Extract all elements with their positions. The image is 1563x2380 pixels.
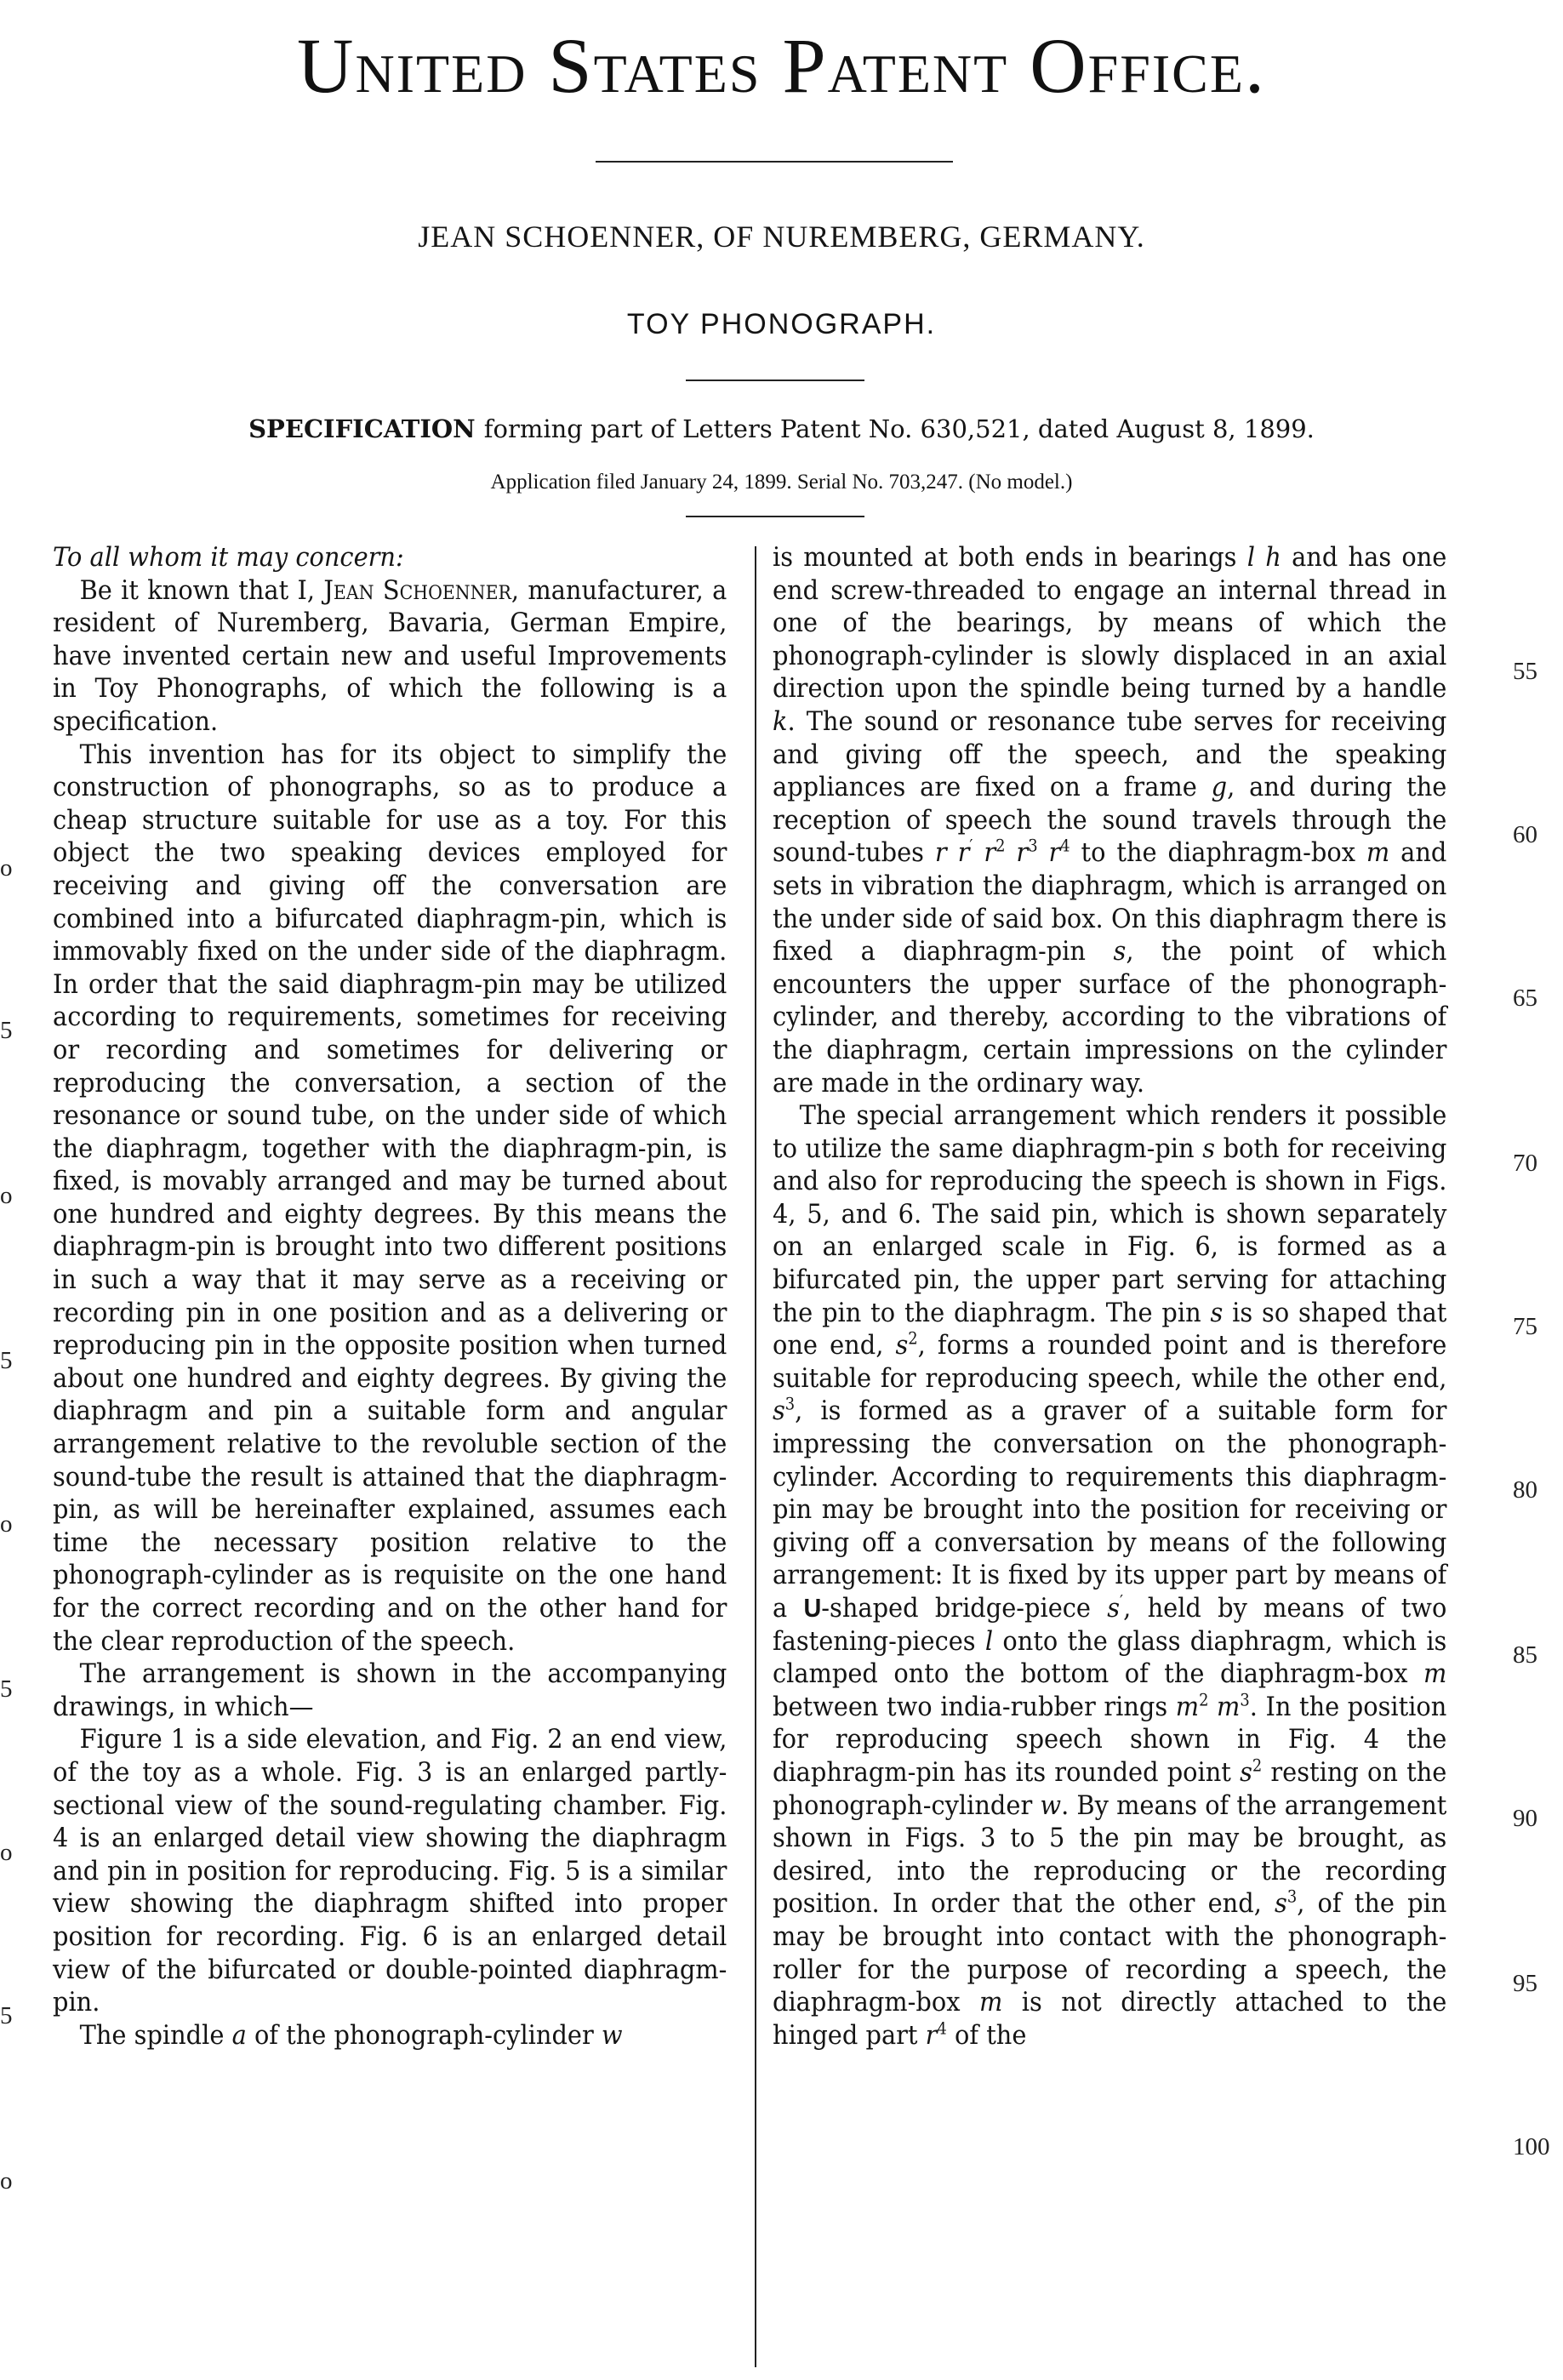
line-number: 100: [1513, 2133, 1550, 2160]
superscript: 2: [995, 836, 1006, 857]
left-paragraph-2: This invention has for its object to simplify the construction of phonographs, so as to produce a cheap structure suitable for use as a toy. For this object the two speaking devices employed for receiving and giving off the conversation are combined into a bifurcated diaphragm-pin, which is immovably fixed on the under side of the diaphragm. In order that the said diaphragm-pin may be utilized according to requirements, sometimes for receiving or recording and sometimes for delivering or reproducing the conversation, a section of the resonance or sound tube, on the under side of which the diaphragm, together with the diaphragm-pin, is fixed, is movably arranged and may be turned about one hundred and eighty degrees. By this means the diaphragm-pin is brought into two different positions in such a way that it may serve as a receiving or recording pin in one position and as a delivering or reproducing pin in the opposite position when turned about one hundred and eighty degrees. By giving the diaphragm and pin a suitable form and angular arrangement relative to the revoluble section of the sound-tube the result is attained that the diaphragm-pin, as will be hereinafter explained, assumes each time the necessary position relative to the phonograph-cylinder as is requisite on the one hand for the correct recording and on the other hand for the clear reproduction of the speech.: [53, 739, 727, 1657]
superscript: ′: [969, 836, 973, 857]
variable: s: [1240, 1756, 1252, 1788]
line-number: 5: [0, 1675, 13, 1703]
inventor-name: Jean Schoenner: [323, 574, 511, 606]
superscript: 4: [1060, 836, 1070, 857]
variable: m: [978, 1987, 1003, 2018]
line-number: 65: [1513, 985, 1537, 1012]
line-number: o: [0, 1182, 13, 1209]
superscript: 3: [784, 1395, 796, 1415]
right-paragraph-1: [773, 541, 1446, 1099]
text-run: is not directly attached to the hinged part: [773, 1987, 1447, 2051]
line-number: 85: [1513, 1641, 1537, 1669]
text-run: of the: [946, 2019, 1027, 2051]
variable: a: [231, 2019, 247, 2051]
line-number: o: [0, 1510, 13, 1538]
line-number: 55: [1513, 658, 1537, 685]
variable: r: [957, 837, 970, 869]
text-run: The special arrangement which renders it possible to utilize the same diaphragm-pin: [773, 1100, 1447, 1164]
serial-number: Serial No. 703,247.: [796, 471, 963, 494]
variable: r: [925, 2019, 938, 2051]
text-run: resting on the phonograph-cylinder: [773, 1756, 1447, 1821]
salutation: To all whom it may concern:: [53, 542, 404, 573]
text-run: , of the pin may be brought into contact with the phonograph-roller for the purpose of recording a speech, the diaphragm-box: [773, 1888, 1447, 2018]
text-run: . The sound or resonance tube serves for receiving and giving off the speech, and the speaking appliances are fixed on a frame: [773, 705, 1447, 803]
title-rule: [596, 161, 953, 163]
left-paragraph-1: [53, 574, 727, 739]
variable: m: [1217, 1691, 1241, 1722]
text-run: , the point of which encounters the upper surface of the phonograph-cylinder, and thereby, according to the vibrations of the diaphragm, certain impressions on the cylinder are made in the ordinary way.: [773, 936, 1447, 1099]
variable: m: [1366, 837, 1390, 869]
line-number: o: [0, 854, 13, 882]
line-number: o: [0, 2167, 13, 2195]
spec-rest: forming part of Letters Patent No. 630,521, dated August 8, 1899.: [483, 414, 1315, 443]
line-number: 5: [0, 1017, 13, 1044]
variable: s: [1275, 1888, 1287, 1920]
variable: w: [1040, 1789, 1062, 1821]
variable: l h: [1246, 542, 1281, 573]
line-number: 5: [0, 1347, 13, 1374]
superscript: 3: [1240, 1690, 1250, 1710]
spec-label: SPECIFICATION: [248, 414, 476, 443]
superscript: 2: [1199, 1690, 1209, 1710]
model-note: (No model.): [968, 471, 1073, 494]
superscript: ′: [1120, 1591, 1124, 1612]
text-run: , is formed as a graver of a suitable form for impressing the conversation on the phonograph-cylinder. According to requirements this diaphragm-pin may be brought into the position for receiving or giving off a conversation by means of the following arrangement: It is fixed by its upper part by means of a: [773, 1395, 1447, 1624]
variable: w: [601, 2019, 623, 2051]
header-bottom-rule: [686, 516, 864, 517]
superscript: 3: [1286, 1887, 1298, 1908]
left-paragraph-3: The arrangement is shown in the accompanying drawings, in which—: [53, 1658, 727, 1722]
superscript: 3: [1028, 836, 1038, 857]
text-run: . In the position for reproducing speech shown in Fig. 4 the diaphragm-pin has its rounded point: [773, 1691, 1447, 1788]
inventor-line: JEAN SCHOENNER, OF NUREMBERG, GERMANY.: [418, 220, 1145, 254]
variable: r: [1048, 837, 1061, 869]
variable: k: [773, 705, 788, 737]
left-paragraph-5: [53, 2019, 727, 2052]
variable: s: [1202, 1133, 1216, 1164]
text-run: The spindle: [79, 2019, 232, 2051]
variable: l: [984, 1625, 994, 1657]
variable: r: [1016, 837, 1029, 869]
text-run: , forms a rounded point and is therefore suitable for reproducing speech, while the other end,: [773, 1330, 1447, 1394]
text-run: onto the glass diaphragm, which is clamped onto the bottom of the diaphragm-box: [773, 1625, 1447, 1690]
right-column: [773, 541, 1446, 2052]
line-number: 60: [1513, 821, 1537, 848]
application-line: [0, 468, 1563, 497]
text-run: , and during the reception of speech the sound travels through the sound-tubes: [773, 772, 1447, 869]
text-run: , manufacturer, a resident of Nuremberg, Bavaria, German Empire, have invented certain new and useful Improvements in Toy Phonographs, of which the following is a specification.: [53, 574, 727, 737]
text-run: -shaped bridge-piece: [821, 1593, 1108, 1624]
text-run: and sets in vibration the diaphragm, which is arranged on the under side of said box. On this diaphragm there is fixed a diaphragm-pin: [773, 837, 1447, 967]
variable: m: [1175, 1691, 1200, 1722]
left-paragraph-4: Figure 1 is a side elevation, and Fig. 2 an end view, of the toy as a whole. Fig. 3 is an enlarged partly-sectional view of the sound-regulating chamber. Fig. 4 is an enlarged detail view showing the diaphragm and pin in position for reproducing. Fig. 5 is a similar view showing the diaphragm shifted into proper position for recording. Fig. 6 is an enlarged detail view of the bifurcated or double-pointed diaphragm-pin.: [53, 1724, 727, 2018]
variable: m: [1423, 1658, 1447, 1690]
text-run: is mounted at both ends in bearings: [773, 542, 1247, 573]
u-glyph: U: [803, 1593, 822, 1623]
invention-rule: [686, 380, 864, 381]
line-number: 70: [1513, 1150, 1537, 1177]
text-run: . By means of the arrangement shown in Figs. 3 to 5 the pin may be brought, as desired, into the reproducing or the recording position. In order that the other end,: [773, 1789, 1447, 1920]
variable: r: [984, 837, 996, 869]
text-run: is so shaped that one end,: [773, 1297, 1447, 1361]
variable: s: [1107, 1593, 1121, 1624]
right-paragraph-2: [773, 1099, 1446, 2052]
line-number: 5: [0, 2002, 13, 2029]
variable: s: [773, 1395, 785, 1427]
text-run: to the diaphragm-box: [1070, 837, 1366, 869]
variable: r: [934, 837, 947, 869]
text-run: both for receiving and also for reproducing the speech is shown in Figs. 4, 5, and 6. The said pin, which is shown separately on an enlarged scale in Fig. 6, is formed as a bifurcated pin, the upper part serving for attaching the pin to the diaphragm. The pin: [773, 1133, 1447, 1328]
superscript: 2: [908, 1328, 918, 1349]
variable: s: [1210, 1297, 1224, 1328]
text-run: of the phonograph-cylinder: [246, 2019, 602, 2051]
superscript: 4: [937, 2018, 947, 2039]
office-title: United States Patent Office.: [297, 22, 1266, 109]
filed-date: Application filed January 24, 1899.: [490, 471, 792, 494]
line-number: 75: [1513, 1313, 1537, 1340]
line-number: 95: [1513, 1970, 1537, 1997]
left-column: [53, 541, 727, 2052]
variable: s: [895, 1330, 909, 1361]
text-run: between two india-rubber rings: [773, 1691, 1176, 1722]
specification-line: [0, 412, 1563, 446]
invention-title: TOY PHONOGRAPH.: [626, 308, 937, 340]
text-run: Be it known that I,: [79, 574, 324, 606]
column-divider: [755, 546, 756, 2367]
variable: g: [1211, 772, 1228, 803]
line-number: o: [0, 1839, 13, 1866]
line-number: 90: [1513, 1805, 1537, 1832]
text-run: , held by means of two fastening-pieces: [773, 1593, 1447, 1657]
variable: s: [1113, 936, 1127, 967]
text-run: and has one end screw-threaded to engage an internal thread in one of the bearings, by means of which the phonograph-cylinder is slowly displaced in an axial direction upon the spindle being turned by a handle: [773, 542, 1447, 705]
superscript: 2: [1252, 1755, 1263, 1776]
line-number: 80: [1513, 1476, 1537, 1504]
